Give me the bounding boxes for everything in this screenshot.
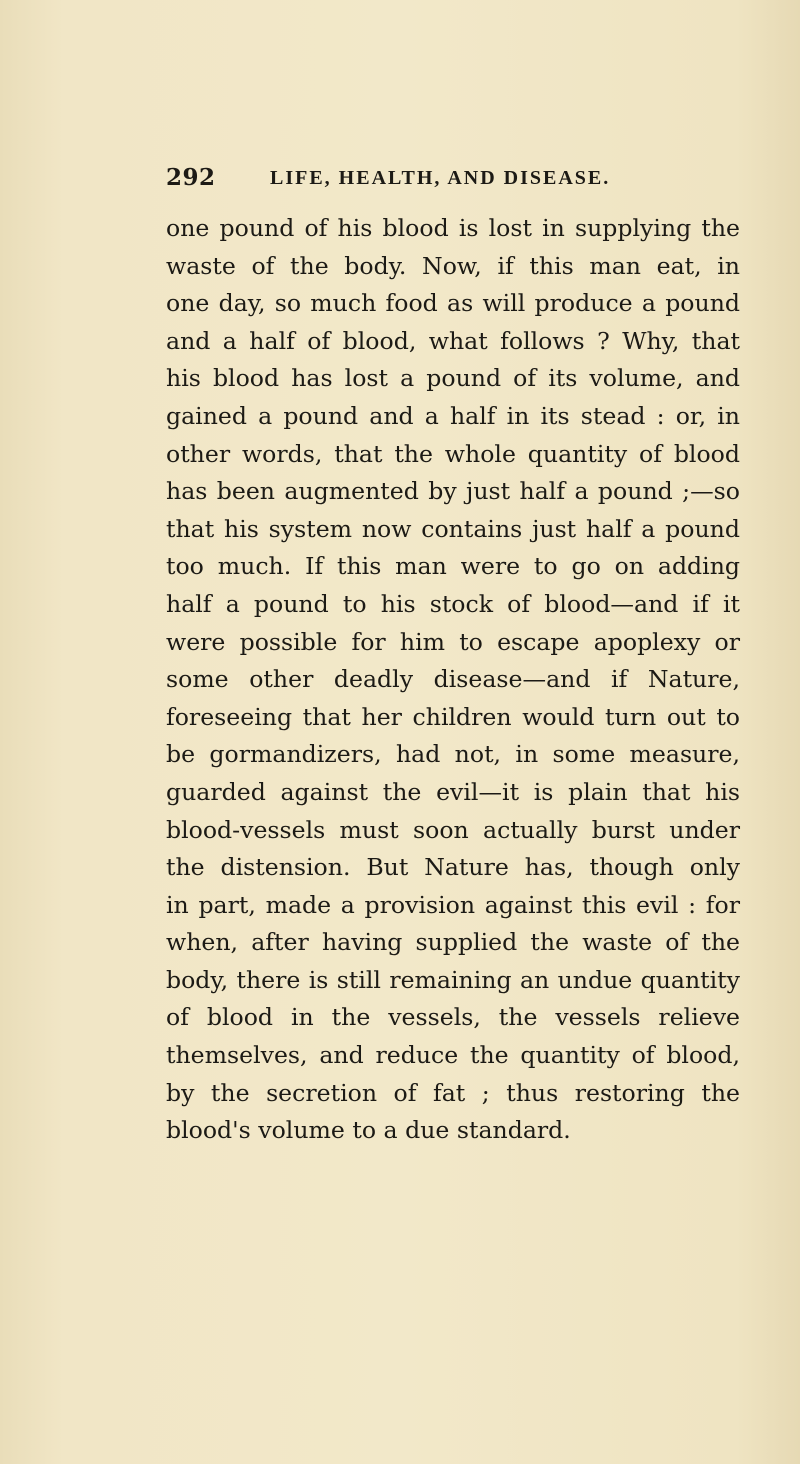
- text-line: one pound of his blood is lost in supplying the: [166, 214, 740, 242]
- running-head: [166, 164, 726, 196]
- text-line: foreseeing that her children would turn out to: [166, 702, 740, 731]
- text-line: has been augmented by just half a pound ;—so: [166, 477, 740, 506]
- text-line: blood-vessels must soon actually burst under: [166, 815, 740, 844]
- text-line: by the secretion of fat ; thus restoring the: [166, 1078, 740, 1107]
- text-line: when, after having supplied the waste of the: [166, 928, 740, 957]
- page-number: 292: [166, 164, 216, 191]
- text-line: and a half of blood, what follows ? Why, that: [166, 326, 740, 355]
- text-line: be gormandizers, had not, in some measure,: [166, 740, 740, 769]
- text-line: that his system now contains just half a pound: [166, 514, 740, 543]
- text-line: were possible for him to escape apoplexy or: [166, 627, 740, 656]
- text-line: guarded against the evil—it is plain that his: [166, 777, 740, 806]
- text-line: waste of the body. Now, if this man eat, in: [166, 251, 740, 280]
- text-line: the distension. But Nature has, though only: [166, 853, 740, 882]
- text-line: too much. If this man were to go on adding: [166, 552, 740, 581]
- text-line: gained a pound and a half in its stead : or, in: [166, 401, 740, 430]
- text-line: of blood in the vessels, the vessels relieve: [166, 1003, 740, 1032]
- text-line: in part, made a provision against this evil : for: [166, 890, 740, 919]
- text-line: themselves, and reduce the quantity of blood,: [166, 1041, 740, 1070]
- text-line: one day, so much food as will produce a pound: [166, 289, 740, 318]
- text-line: some other deadly disease—and if Nature,: [166, 665, 740, 694]
- text-line: other words, that the whole quantity of blood: [166, 439, 740, 468]
- text-line: half a pound to his stock of blood—and if it: [166, 589, 740, 618]
- text-line: body, there is still remaining an undue quantity: [166, 965, 740, 994]
- body-paragraph: [166, 210, 740, 1150]
- running-title: LIFE, HEALTH, AND DISEASE.: [270, 167, 611, 189]
- text-line: his blood has lost a pound of its volume, and: [166, 364, 740, 393]
- text-line-last: blood's volume to a due standard.: [166, 1116, 571, 1145]
